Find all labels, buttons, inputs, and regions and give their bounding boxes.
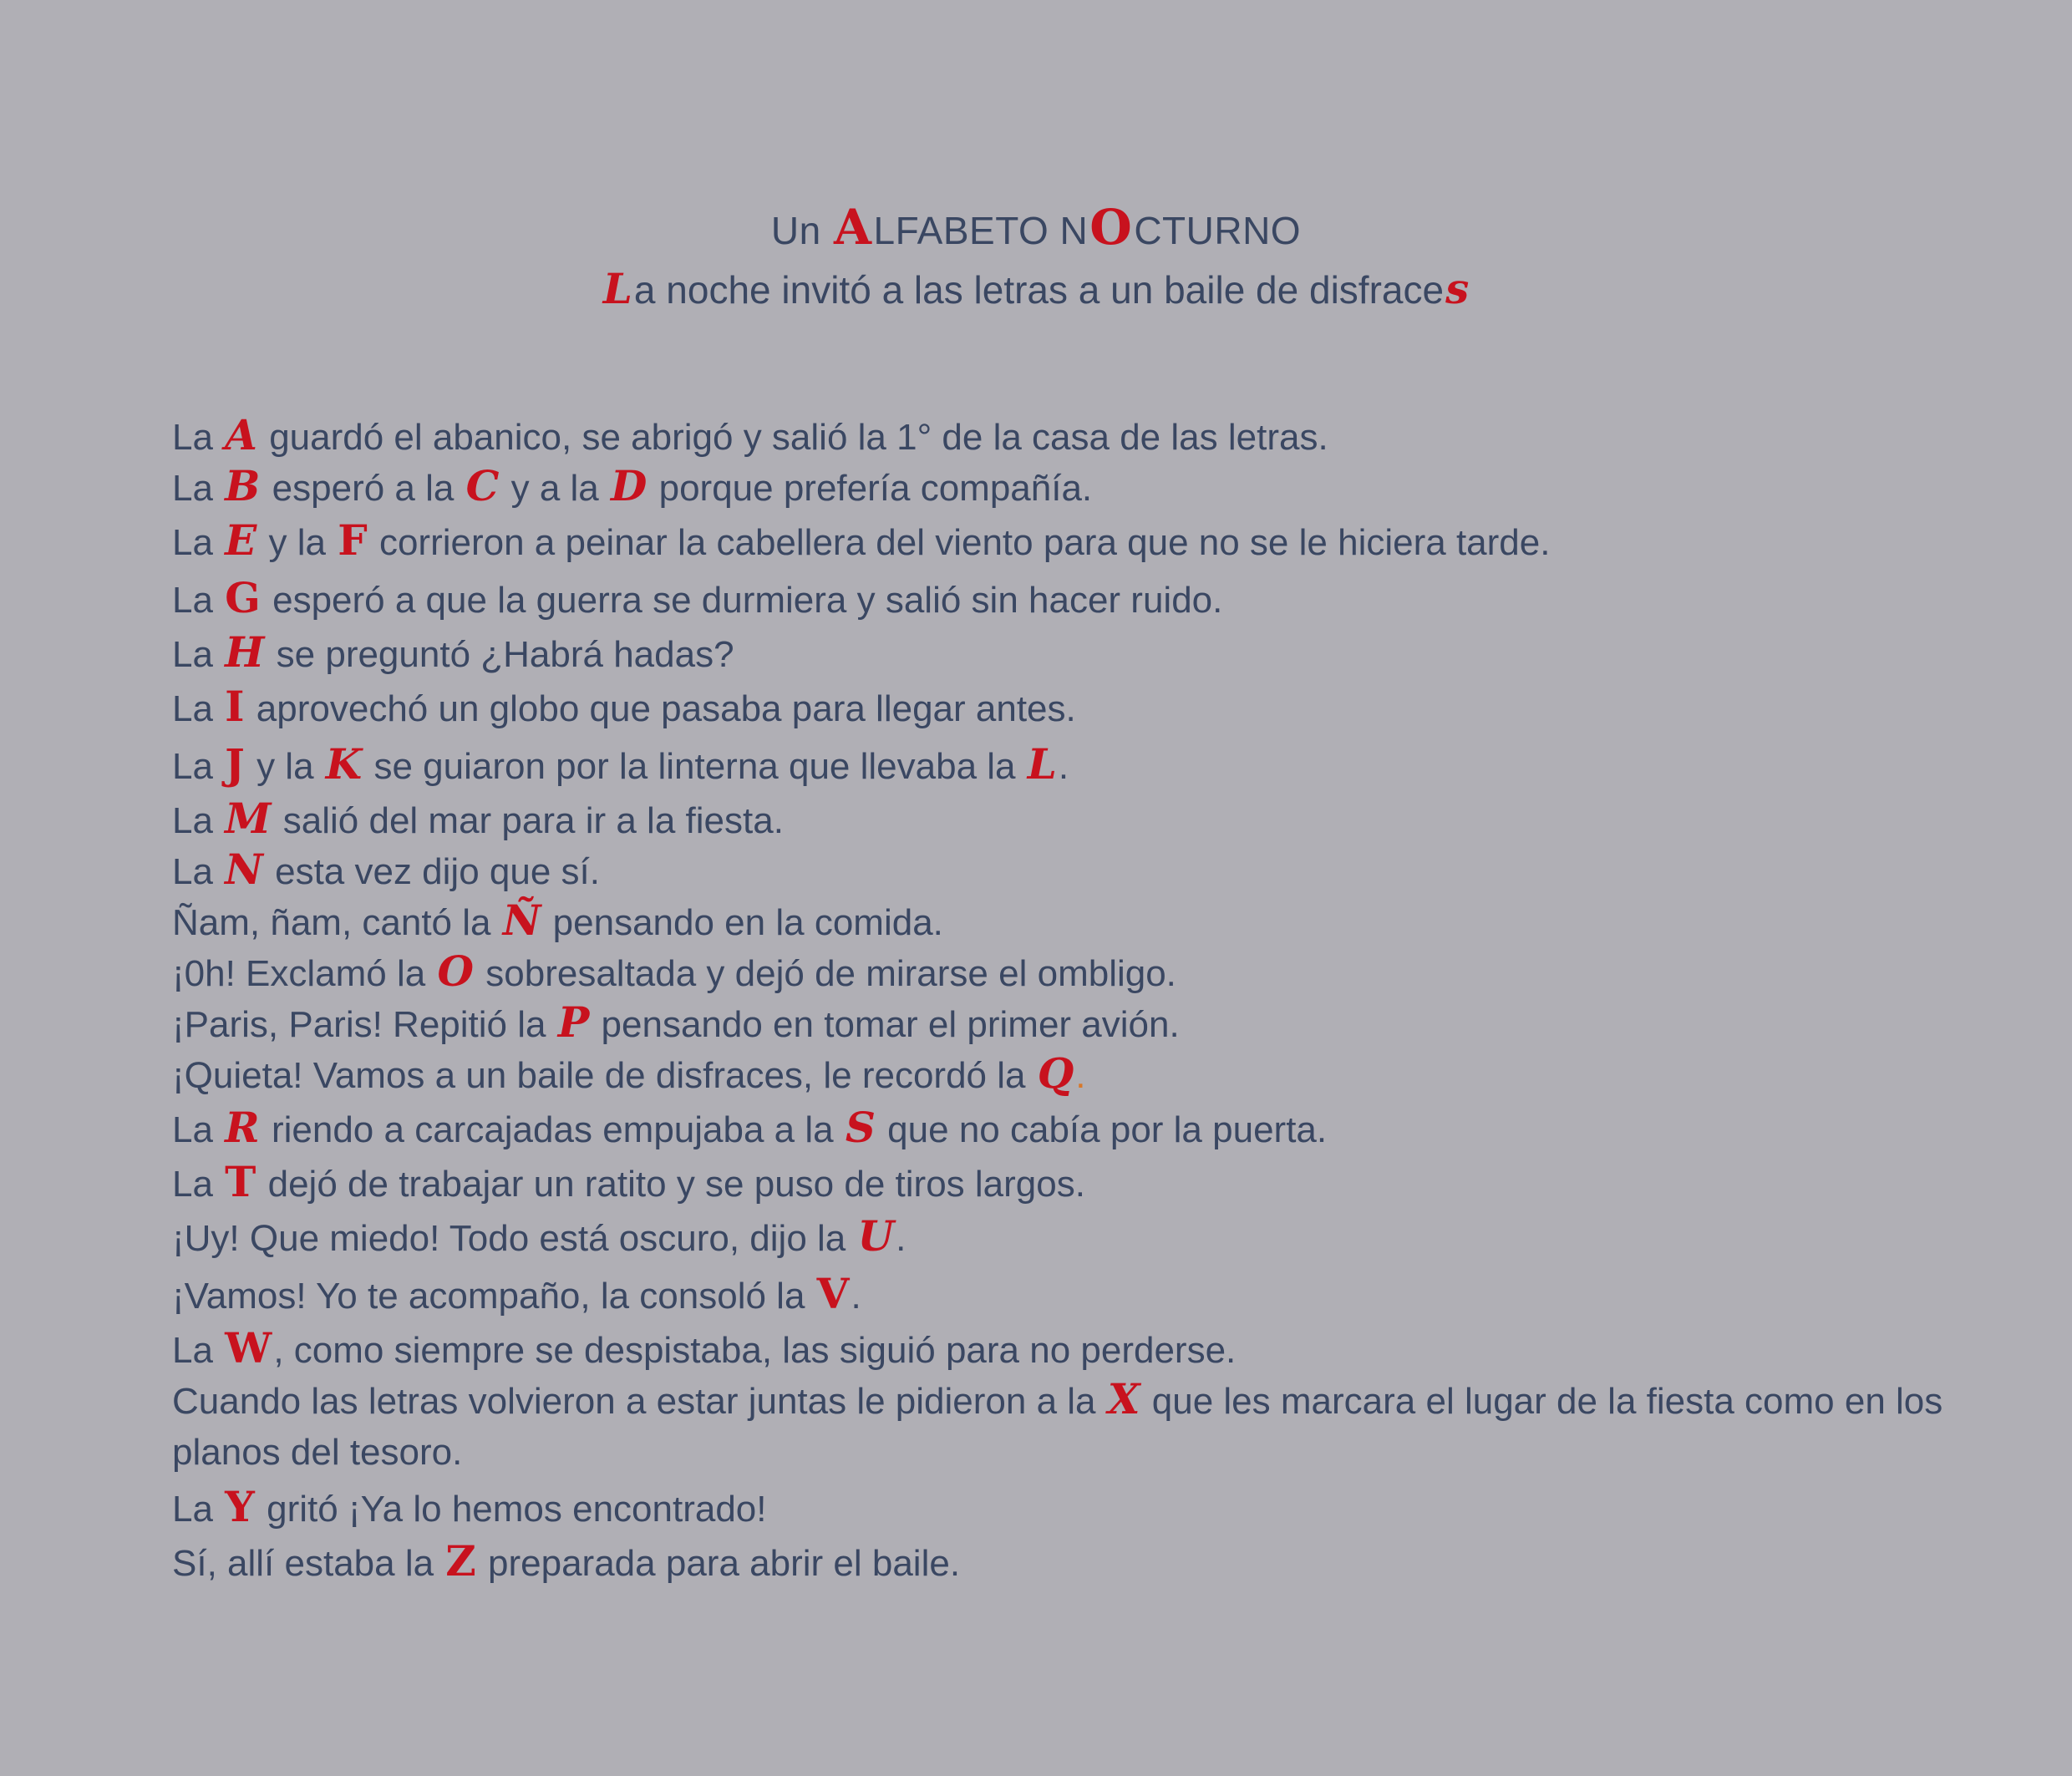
line-text: Sí, allí estaba la [172, 1543, 444, 1584]
line-text: La [172, 688, 224, 729]
story-line [172, 793, 2044, 844]
line-text: que no cabía por la puerta. [876, 1109, 1328, 1150]
line-text: La [172, 1109, 224, 1150]
decorated-letter: s [1445, 264, 1470, 313]
story-line [172, 1099, 2044, 1156]
story-line [172, 895, 2044, 946]
decorated-letter: L [1027, 739, 1057, 789]
decorated-letter: O [1089, 199, 1133, 256]
line-text: esta vez dijo que sí. [264, 851, 600, 892]
line-text: pensando en tomar el primer avión. [591, 1004, 1180, 1045]
decorated-letter: X [1107, 1374, 1140, 1423]
decorated-letter: R [225, 1103, 260, 1152]
line-text: La [172, 580, 224, 621]
story-line [172, 1048, 2044, 1099]
story-line [172, 735, 2044, 793]
title-text: LFABETO N [873, 209, 1089, 252]
line-text: preparada para abrir el baile. [477, 1543, 961, 1584]
line-text: La [172, 634, 224, 675]
story-line [172, 511, 2044, 569]
decorated-letter: V [816, 1269, 850, 1318]
story-line [172, 1478, 2044, 1535]
decorated-letter: I [225, 682, 245, 731]
line-text: esperó a que la guerra se durmiera y salió sin hacer ruido. [262, 580, 1223, 621]
decorated-letter: L [602, 264, 632, 313]
subtitle-text: a noche invitó a las letras a un baile de disfrace [633, 268, 1445, 312]
decorated-letter: K [325, 739, 363, 789]
line-text: y a la [500, 468, 610, 509]
story-line [172, 1373, 2027, 1478]
line-text: Cuando las letras volvieron a estar juntas le pidieron a la [172, 1381, 1106, 1422]
decorated-letter: M [225, 794, 272, 843]
line-text: ¡Quieta! Vamos a un baile de disfraces, le recordó la [172, 1055, 1036, 1096]
line-text: aprovechó un globo que pasaba para llegar antes. [246, 688, 1076, 729]
line-text: La [172, 417, 224, 458]
line-text: que les marcara el lugar de la fiesta como en los planos del tesoro. [172, 1381, 1943, 1473]
story-body [172, 409, 2044, 1586]
story-title [0, 199, 2072, 256]
title-text: CTURNO [1134, 209, 1302, 252]
story-line [172, 1156, 2044, 1207]
line-text: guardó el abanico, se abrigó y salió la 1° de la casa de las letras. [258, 417, 1328, 458]
story-line [172, 409, 2044, 460]
story-line [172, 1207, 2044, 1265]
story-line [172, 460, 2044, 511]
decorated-letter: E [225, 515, 257, 565]
line-text: pensando en la comida. [542, 902, 943, 943]
line-text: dejó de trabajar un ratito y se puso de tiros largos. [257, 1164, 1085, 1205]
decorated-letter: A [225, 410, 257, 459]
decorated-letter: G [225, 573, 261, 622]
decorated-letter: U [857, 1211, 895, 1261]
story-line [172, 844, 2044, 895]
line-text: esperó a la [262, 468, 465, 509]
decorated-letter: S [845, 1103, 876, 1152]
decorated-letter: Ñ [502, 896, 541, 945]
line-text: sobresaltada y dejó de mirarse el ombligo. [475, 953, 1176, 994]
decorated-letter: F [338, 515, 368, 565]
decorated-letter: B [225, 461, 261, 510]
story-line [172, 627, 2044, 677]
story-line [172, 1265, 2044, 1322]
line-text: ¡Uy! Que miedo! Todo está oscuro, dijo la [172, 1218, 856, 1259]
decorated-letter: H [225, 627, 265, 677]
line-text: La [172, 468, 224, 509]
line-text: . [1058, 746, 1069, 787]
decorated-letter: Y [225, 1482, 255, 1531]
line-text: La [172, 1489, 224, 1530]
line-text: y la [246, 746, 324, 787]
line-text: gritó ¡Ya lo hemos encontrado! [256, 1489, 767, 1530]
line-text: corrieron a peinar la cabellera del viento para que no se le hiciera tarde. [368, 522, 1551, 563]
story-subtitle [0, 264, 2072, 313]
line-text: . [896, 1218, 906, 1259]
line-text: La [172, 1330, 224, 1371]
decorated-letter: J [225, 739, 245, 789]
decorated-letter: D [611, 461, 648, 510]
decorated-letter: Q [1037, 1048, 1074, 1098]
story-line [172, 946, 2044, 997]
line-text: , como siempre se despistaba, las siguió para no perderse. [273, 1330, 1237, 1371]
line-text: La [172, 1164, 224, 1205]
decorated-letter: N [225, 845, 263, 894]
line-text: porque prefería compañía. [648, 468, 1093, 509]
line-text: . [851, 1276, 861, 1317]
line-text: ¡0h! Exclamó la [172, 953, 436, 994]
decorated-letter: Z [445, 1536, 476, 1586]
story-line [172, 1535, 2044, 1586]
decorated-letter: A [834, 199, 872, 256]
line-text: salió del mar para ir a la fiesta. [272, 800, 784, 841]
line-text: riendo a carcajadas empujaba a la [261, 1109, 844, 1150]
line-text: ¡Paris, Paris! Repitió la [172, 1004, 556, 1045]
line-text: La [172, 800, 224, 841]
title-text: Un [770, 209, 833, 252]
line-text: La [172, 851, 224, 892]
line-text: Ñam, ñam, cantó la [172, 902, 501, 943]
line-text: La [172, 746, 224, 787]
line-text: ¡Vamos! Yo te acompaño, la consoló la [172, 1276, 815, 1317]
story-line [172, 1322, 2044, 1373]
story-line [172, 677, 2044, 735]
line-text: se guiaron por la linterna que llevaba la [363, 746, 1026, 787]
story-line [172, 569, 2044, 627]
line-text: . [1075, 1055, 1086, 1096]
decorated-letter: T [225, 1157, 256, 1206]
line-text: se preguntó ¿Habrá hadas? [266, 634, 734, 675]
line-text: y la [258, 522, 337, 563]
decorated-letter: W [225, 1323, 272, 1373]
decorated-letter: O [437, 946, 475, 996]
decorated-letter: C [465, 461, 500, 510]
decorated-letter: P [557, 997, 590, 1047]
line-text: La [172, 522, 224, 563]
story-line [172, 997, 2044, 1048]
